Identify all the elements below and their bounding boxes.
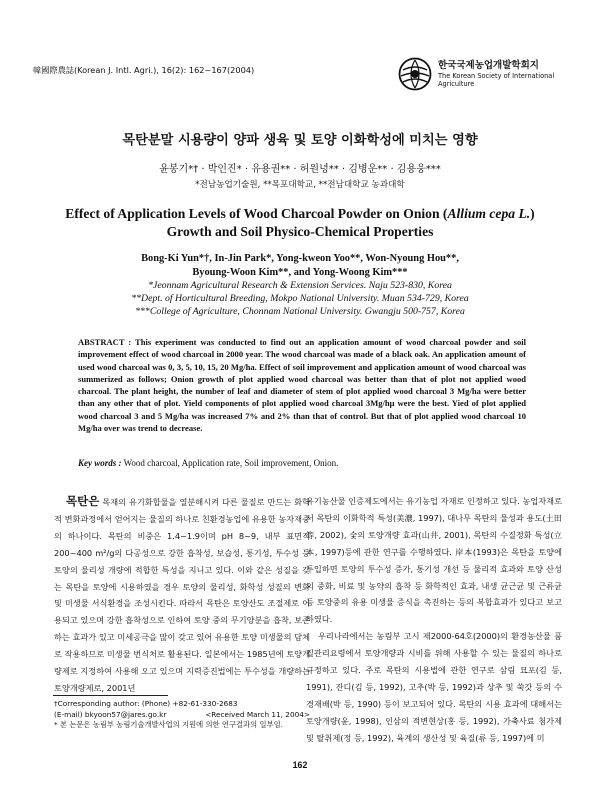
body-paragraph: 우리나라에서는 농림부 고시 제2000-64호(2000)의 환경농산물 품질관리요령에서 토양개량과 시비를 위해 사용할 수 있는 물질의 하나로 규정하고 있다. 주로 목탄의 시용법에 관한 연구로 삼림 묘포(김 등, 1991), 잔디(김 등, 1992), 고추(박 등, 1992)과 상추 및 쑥갓 등의 수경재배(박 등, 1990) 등이 보고되어 있다. 목탄의 시용 효과에 대해서는 토양개량(윤, 1998), 인삼의 적변현상(홍 등, 1992), 가축사료 첨가제 및 탈취제(정 등, 1992), 육계의 생산성 및 육질(류 등, 1997)에 미 <box>306 631 562 743</box>
funding-note: * 본 논문은 농림부 농림기술개발사업의 지원에 의한 연구결과의 일부임. <box>54 720 283 729</box>
lead-word: 목탄은 <box>66 494 100 508</box>
society-branding <box>398 55 578 95</box>
affiliation-2: **Dept. of Horticultural Breeding, Mokpo National University. Muan 534-729, Korea <box>131 293 469 304</box>
english-title-line-1: Effect of Application Levels of Wood Charcoal Powder on Onion (Allium cepa L.) <box>65 206 535 221</box>
abstract-text: This experiment was conducted to find out an application amount of wood charcoal powder and soil improvement effect of wood charcoal in 2000 year. The wood charcoal was made of a black oak. An application amount of used wood charcoal was 0, 3, 5, 10, 15, 20 Mg/ha. Effect of soil improvement and application amount of wood charcoal was summerized as follows; Onion growth of plot applied wood charcoal was better than that of plot not applied wood charcoal. The plant height, the number of leaf and diameter of stem of plot applied wood charcoal 3 Mg/ha were better than any other that of plot. Yield components of plot applied wood charcoal 3Mg/hμ were the best. Yied of plot applied wood charcoal 3 and 5 Mg/ha was increased 7% and 2% than that of control. But that of plot applied wood charcoal 10 Mg/ha over was trend to decrease. <box>78 337 527 434</box>
received-date: <Received March 11, 2004> <box>205 709 310 719</box>
corresponding-author: †Corresponding author: (Phone) +82-61-330-2683 <box>54 699 238 708</box>
society-name-korean: 한국국제농업개발학회지 <box>438 60 539 71</box>
page-number: 162 <box>292 760 308 770</box>
species-name: Allium cepa L. <box>447 206 531 221</box>
english-title-line-2: Growth and Soil Physico-Chemical Properties <box>166 224 434 239</box>
abstract-label: ABSTRACT : <box>78 337 132 347</box>
korean-authors: 윤봉기*† · 박인진* · 유용권** · 허원녕** · 김병운** · 김용웅*** <box>159 164 441 175</box>
keywords-text: Wood charcoal, Application rate, Soil improvement, Onion. <box>123 458 339 468</box>
affiliation-3: ***College of Agriculture, Chonnam National University. Gwangju 500-757, Korea <box>135 306 465 317</box>
korean-affiliations: *전남농업기술원, **목포대학교, **전남대학교 농과대학 <box>195 180 405 190</box>
english-title <box>0 205 600 241</box>
society-name-english: The Korean Society of International Agriculture <box>438 72 555 88</box>
body-column-right <box>306 493 562 747</box>
email: (E-mail) bkyoon57@jares.go.kr <box>54 709 167 719</box>
body-paragraph: 유기농산물 인증제도에서는 유기농업 자재로 인정하고 있다. 농업자재로서 목탄의 이화학적 특성(美濃, 1997), 대나무 목탄의 물성과 용도(土田 等, 2002), 숯의 토양개량 효과(山井, 2001), 목탄의 수질정화 특성(立本, 1997)등에 관한 연구를 수행하였다. 岸本(1993)은 목탄을 토양에 투입하면 토양의 투수성 증가, 통기성 개선 등 물리적 효과와 토양 산성의 중화, 비료 및 농약의 흡착 등 화학적인 효과, 내생 균근균 및 근류균 등 토양중의 유용 미생물 증식을 촉진하는 등의 복합효과가 있다고 보고하였다. <box>306 496 562 625</box>
intro-paragraph: 목탄은 목재의 유기화합물을 열분해시켜 다른 물질로 만드는 화학적 변화과정에서 얻어지는 물질의 하나로 친환경농업에 유용한 농자재중의 하나이다. 목탄의 비중은 1.4~1.9이며 pH 8~9, 내부 표면적 200~400 m²/g의 다공성으로 강한 흡착성, 보습성, 통기성, 투수성 등 토양의 물리성 개량에 적합한 특성을 지니고 있다. 이와 같은 성질을 갖는 목탄을 토양에 시용하였을 경우 토양의 물리성, 화학성 성질의 변화 및 미생물 서식환경을 조성시킨다. 따라서 목탄은 토양산도 조절제로 이용되고 있으며 강한 흡착성으로 인하여 토양 중의 무기양분을 흡착, 보존하는 효과가 있고 미세공극을 많이 갖고 있어 유용한 토양 미생물의 담체로 작용하므로 미생물 번식처로 활용된다. 일본에서는 1985년에 토양개량제로 지정하여 사용해 오고 있으며 지력증진법에는 투수성을 개량하는 토양개량제로, 2001년 <box>54 494 310 693</box>
keywords-label: Key words : <box>78 458 122 468</box>
footnote-divider <box>53 695 168 696</box>
journal-reference: 韓國際農誌(Korean J. Intl. Agri.), 16(2): 162~167(2004) <box>33 65 255 75</box>
body-column-left <box>54 493 310 697</box>
keywords <box>78 458 526 468</box>
korean-title: 목탄분말 시용량이 양파 생육 및 토양 이화학성에 미치는 영향 <box>122 133 478 148</box>
footnotes <box>54 699 310 731</box>
english-affiliations <box>0 279 600 318</box>
globe-emblem-icon <box>398 57 432 91</box>
abstract <box>78 336 526 434</box>
email-row <box>54 710 310 721</box>
english-authors: Bong-Ki Yun*†, In-Jin Park*, Yong-kweon Yoo**, Won-Nyoung Hou**, Byoung-Woon Kim**, and Yong-Woong Kim*** <box>141 253 459 278</box>
affiliation-1: *Jeonnam Agricultural Research & Extension Services. Naju 523-830, Korea <box>148 280 452 291</box>
